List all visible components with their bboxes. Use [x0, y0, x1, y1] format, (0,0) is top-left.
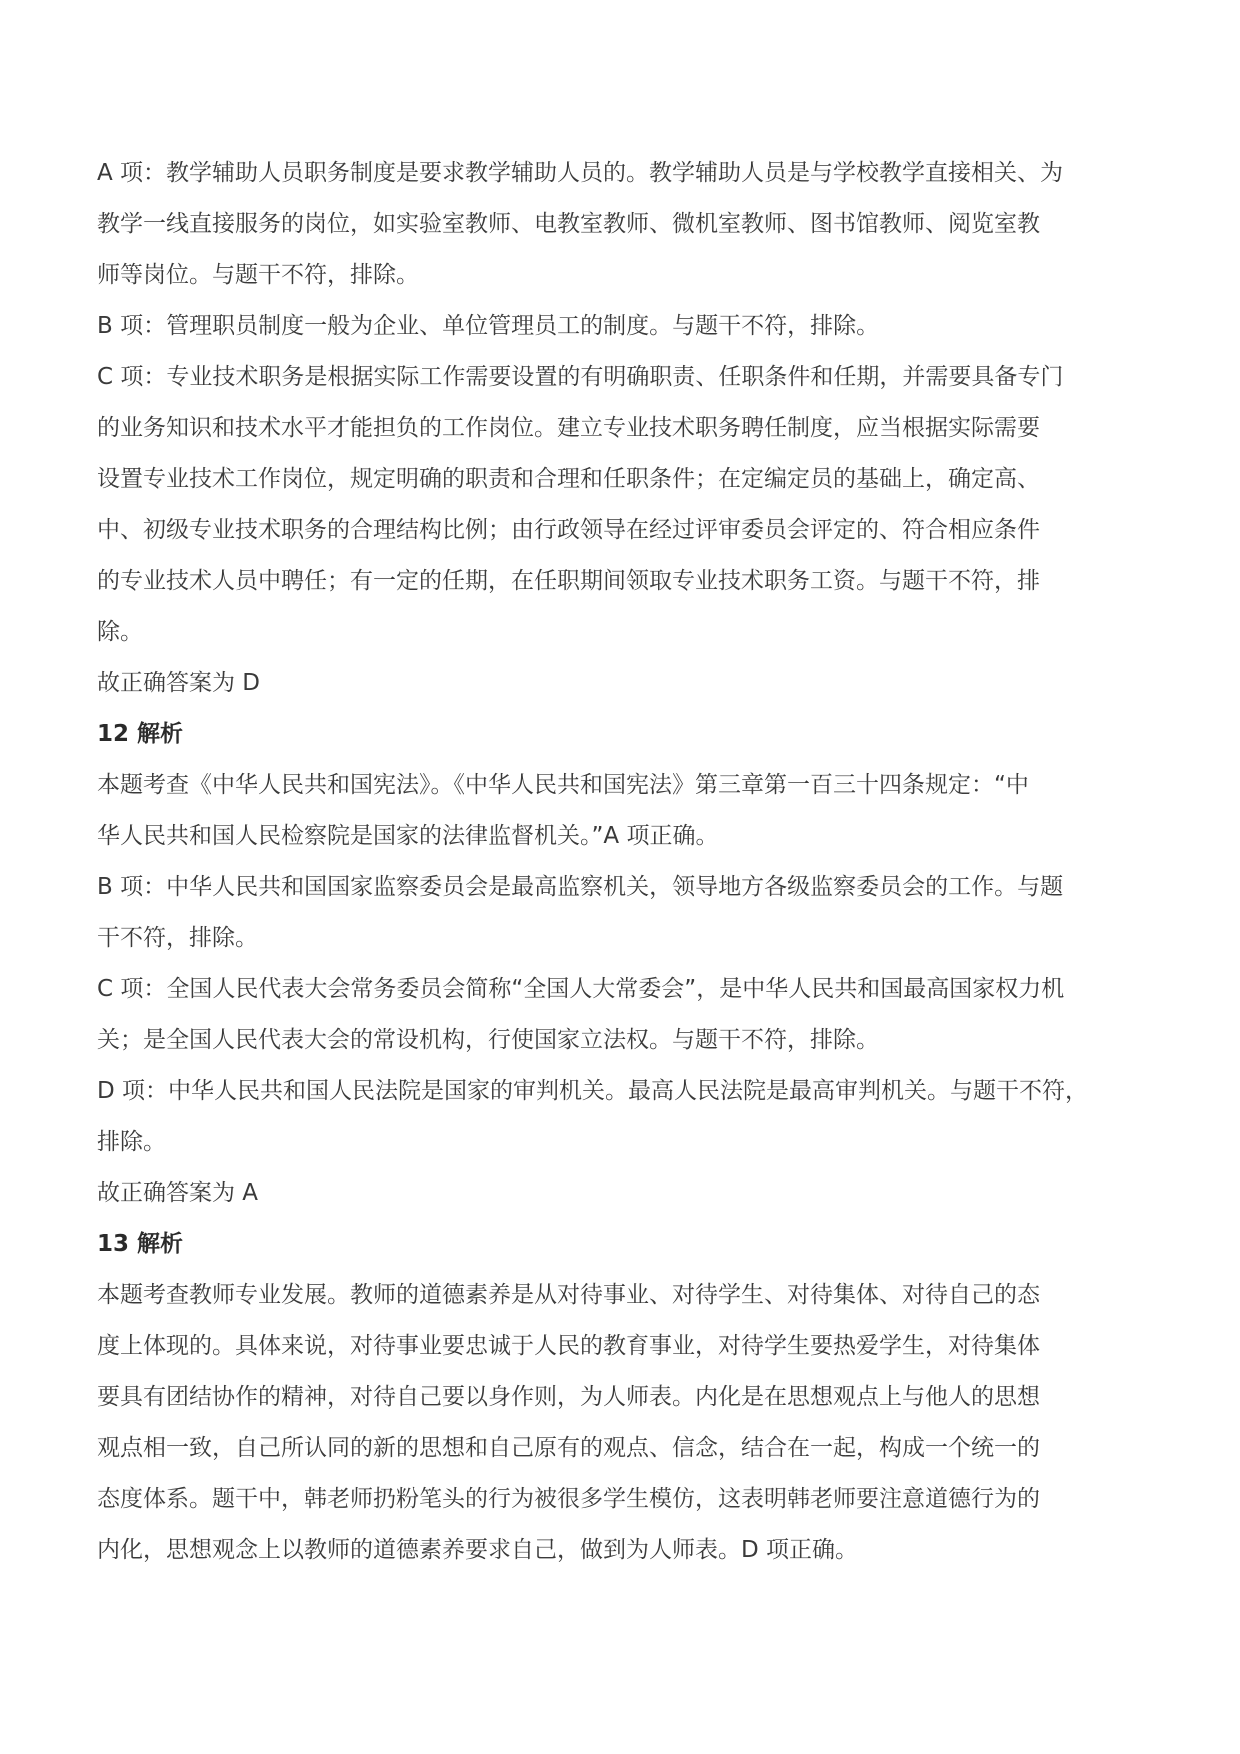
text-line: 的业务知识和技术水平才能担负的工作岗位。建立专业技术职务聘任制度，应当根据实际需要 — [97, 415, 1040, 441]
text-line: 要具有团结协作的精神，对待自己要以身作则，为人师表。内化是在思想观点上与他人的思想 — [97, 1384, 1040, 1410]
text-line: 师等岗位。与题干不符，排除。 — [97, 262, 419, 288]
text-line: A 项：教学辅助人员职务制度是要求教学辅助人员的。教学辅助人员是与学校教学直接相关、为 — [97, 160, 1064, 186]
text-line: 的专业技术人员中聘任；有一定的任期，在任职期间领取专业技术职务工资。与题干不符，排 — [97, 568, 1040, 594]
text-line: 华人民共和国人民检察院是国家的法律监督机关。”A 项正确。 — [97, 823, 719, 849]
text-line: 本题考查教师专业发展。教师的道德素养是从对待事业、对待学生、对待集体、对待自己的态 — [97, 1282, 1040, 1308]
text-line: C 项：全国人民代表大会常务委员会简称“全国人大常委会”，是中华人民共和国最高国家权力机 — [97, 976, 1065, 1002]
text-line: C 项：专业技术职务是根据实际工作需要设置的有明确职责、任职条件和任期，并需要具备专门 — [97, 364, 1064, 390]
text-line: 中、初级专业技术职务的合理结构比例；由行政领导在经过评审委员会评定的、符合相应条件 — [97, 517, 1040, 543]
answer-line: 故正确答案为 A — [97, 1180, 259, 1206]
text-line: 态度体系。题干中，韩老师扔粉笔头的行为被很多学生模仿，这表明韩老师要注意道德行为的 — [97, 1486, 1040, 1512]
text-line: 本题考查《中华人民共和国宪法》。《中华人民共和国宪法》第三章第一百三十四条规定：“中 — [97, 772, 1029, 798]
document-page — [97, 160, 1177, 1588]
text-line: 度上体现的。具体来说，对待事业要忠诚于人民的教育事业，对待学生要热爱学生，对待集体 — [97, 1333, 1040, 1359]
text-line: 观点相一致，自己所认同的新的思想和自己原有的观点、信念，结合在一起，构成一个统一的 — [97, 1435, 1040, 1461]
text-line: 关；是全国人民代表大会的常设机构，行使国家立法权。与题干不符，排除。 — [97, 1027, 879, 1053]
text-line: 设置专业技术工作岗位，规定明确的职责和合理和任职条件；在定编定员的基础上，确定高、 — [97, 466, 1040, 492]
answer-line: 故正确答案为 D — [97, 670, 261, 696]
text-line: 干不符，排除。 — [97, 925, 258, 951]
text-line: 内化，思想观念上以教师的道德素养要求自己，做到为人师表。D 项正确。 — [97, 1537, 859, 1563]
text-line: B 项：管理职员制度一般为企业、单位管理员工的制度。与题干不符，排除。 — [97, 313, 880, 339]
text-line: D 项：中华人民共和国人民法院是国家的审判机关。最高人民法院是最高审判机关。与题干不符， — [97, 1078, 1089, 1104]
text-line: B 项：中华人民共和国国家监察委员会是最高监察机关，领导地方各级监察委员会的工作。与题 — [97, 874, 1064, 900]
text-line: 除。 — [97, 619, 143, 645]
text-line: 教学一线直接服务的岗位，如实验室教师、电教室教师、微机室教师、图书馆教师、阅览室教 — [97, 211, 1040, 237]
text-line: 排除。 — [97, 1129, 166, 1155]
section-heading: 13 解析 — [97, 1231, 184, 1257]
section-heading: 12 解析 — [97, 721, 184, 747]
